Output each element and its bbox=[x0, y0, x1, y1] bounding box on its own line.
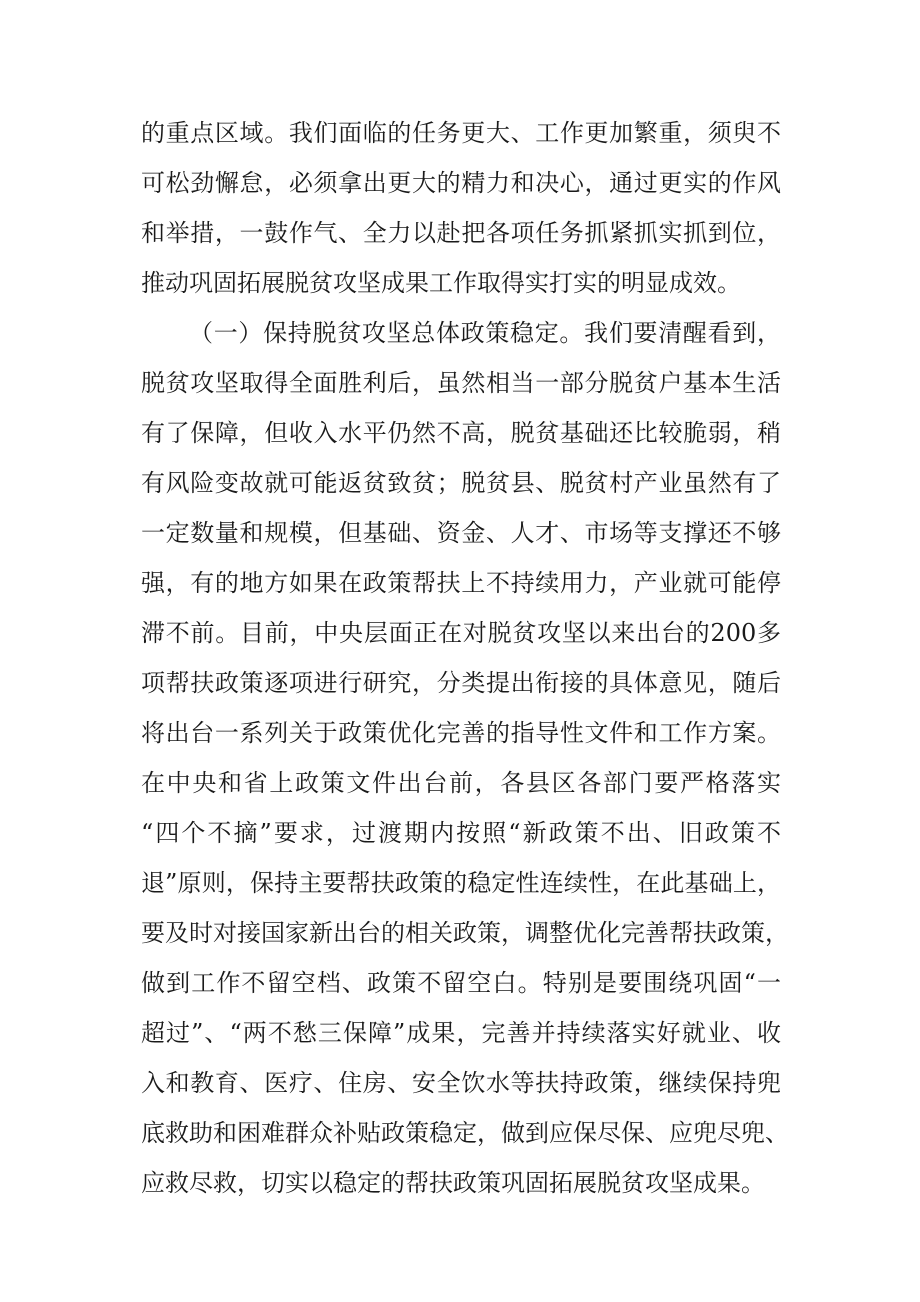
paragraph-line: 退”原则，保持主要帮扶政策的稳定性连续性，在此基础上， bbox=[141, 869, 781, 897]
paragraph-line: 在中央和省上政策文件出台前，各县区各部门要严格落实 bbox=[141, 769, 781, 797]
paragraph-line: 推动巩固拓展脱贫攻坚成果工作取得实打实的明显成效。 bbox=[141, 269, 741, 297]
paragraph-line: 要及时对接国家新出台的相关政策，调整优化完善帮扶政策， bbox=[141, 919, 789, 947]
paragraph-line: 有了保障，但收入水平仍然不高，脱贫基础还比较脆弱，稍 bbox=[141, 419, 781, 447]
paragraph-line: 滞不前。目前，中央层面正在对脱贫攻坚以来出台的200多 bbox=[141, 619, 781, 647]
paragraph-line: “四个不摘”要求，过渡期内按照“新政策不出、旧政策不 bbox=[141, 819, 781, 847]
paragraph-line: 有风险变故就可能返贫致贫；脱贫县、脱贫村产业虽然有了 bbox=[141, 469, 781, 497]
paragraph-line: 超过”、“两不愁三保障”成果，完善并持续落实好就业、收 bbox=[141, 1019, 781, 1047]
paragraph-line: 应救尽救，切实以稳定的帮扶政策巩固拓展脱贫攻坚成果。 bbox=[141, 1169, 765, 1197]
paragraph-line: 做到工作不留空档、政策不留空白。特别是要围绕巩固“一 bbox=[141, 969, 781, 997]
paragraph-line: 脱贫攻坚取得全面胜利后，虽然相当一部分脱贫户基本生活 bbox=[141, 369, 781, 397]
paragraph-line: 项帮扶政策逐项进行研究，分类提出衔接的具体意见，随后 bbox=[141, 669, 781, 697]
paragraph-line: 底救助和困难群众补贴政策稳定，做到应保尽保、应兜尽兜、 bbox=[141, 1119, 789, 1147]
paragraph-line: 将出台一系列关于政策优化完善的指导性文件和工作方案。 bbox=[141, 719, 781, 747]
paragraph-line: 强，有的地方如果在政策帮扶上不持续用力，产业就可能停 bbox=[141, 569, 781, 597]
paragraph-line: 入和教育、医疗、住房、安全饮水等扶持政策，继续保持兜 bbox=[141, 1069, 781, 1097]
section-heading-line: （一）保持脱贫攻坚总体政策稳定。我们要清醒看到， bbox=[189, 319, 781, 347]
paragraph-line: 可松劲懈怠，必须拿出更大的精力和决心，通过更实的作风 bbox=[141, 169, 781, 197]
paragraph-line: 一定数量和规模，但基础、资金、人才、市场等支撑还不够 bbox=[141, 519, 781, 547]
paragraph-line: 和举措，一鼓作气、全力以赴把各项任务抓紧抓实抓到位， bbox=[141, 219, 781, 247]
paragraph-line: 的重点区域。我们面临的任务更大、工作更加繁重，须臾不 bbox=[141, 119, 781, 147]
